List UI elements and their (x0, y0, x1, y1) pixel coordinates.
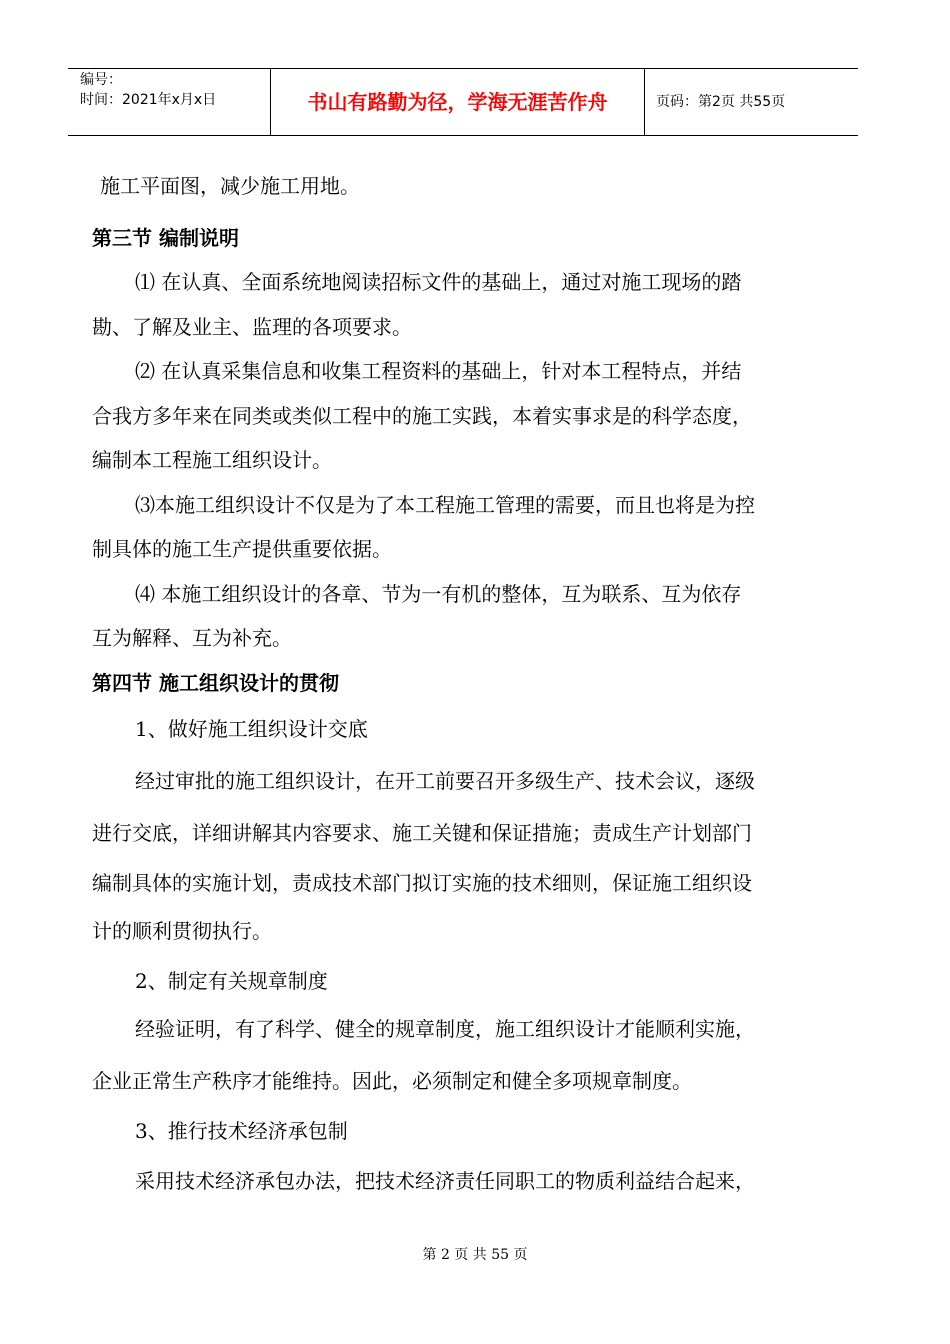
document-header (68, 68, 858, 136)
header-page-info: 页码：第2页 共55页 (656, 94, 786, 110)
paragraph-line: 编制具体的实施计划，责成技术部门拟订实施的技术细则，保证施工组织设 (92, 871, 752, 895)
paragraph-line: ⑶本施工组织设计不仅是为了本工程施工管理的需要，而且也将是为控 (135, 493, 755, 517)
paragraph-line: 勘、了解及业主、监理的各项要求。 (92, 315, 412, 339)
section-heading-4: 第四节 施工组织设计的贯彻 (92, 671, 339, 695)
paragraph-line: 互为解释、互为补充。 (92, 626, 292, 650)
section-heading-3: 第三节 编制说明 (92, 226, 239, 250)
paragraph-line: ⑵ 在认真采集信息和收集工程资料的基础上，针对本工程特点，并结 (135, 359, 742, 383)
header-divider-right (644, 69, 645, 135)
subsection-title: 2、制定有关规章制度 (135, 969, 328, 993)
paragraph-line: 企业正常生产秩序才能维持。因此，必须制定和健全多项规章制度。 (92, 1069, 692, 1093)
paragraph-line: 编制本工程施工组织设计。 (92, 448, 332, 472)
header-motto: 书山有路勤为径，学海无涯苦作舟 (307, 90, 608, 114)
paragraph-line: ⑴ 在认真、全面系统地阅读招标文件的基础上，通过对施工现场的踏 (135, 270, 742, 294)
document-time-label: 时间：2021年x月x日 (80, 92, 217, 108)
subsection-title: 1、做好施工组织设计交底 (135, 717, 368, 741)
paragraph-line: 采用技术经济承包办法，把技术经济责任同职工的物质利益结合起来， (135, 1169, 755, 1193)
paragraph-line: 合我方多年来在同类或类似工程中的施工实践，本着实事求是的科学态度， (92, 404, 752, 428)
page-footer: 第 2 页 共 55 页 (422, 1247, 528, 1263)
paragraph-line: ⑷ 本施工组织设计的各章、节为一有机的整体，互为联系、互为依存 (135, 582, 742, 606)
paragraph-line: 施工平面图，减少施工用地。 (100, 174, 360, 198)
paragraph-line: 进行交底，详细讲解其内容要求、施工关键和保证措施；责成生产计划部门 (92, 821, 752, 845)
document-number-label: 编号： (80, 72, 122, 88)
paragraph-line: 经验证明，有了科学、健全的规章制度，施工组织设计才能顺利实施， (135, 1017, 755, 1041)
paragraph-line: 计的顺利贯彻执行。 (92, 919, 272, 943)
subsection-title: 3、推行技术经济承包制 (135, 1119, 348, 1143)
paragraph-line: 制具体的施工生产提供重要依据。 (92, 537, 392, 561)
paragraph-line: 经过审批的施工组织设计，在开工前要召开多级生产、技术会议，逐级 (135, 769, 755, 793)
header-meta (76, 69, 272, 135)
